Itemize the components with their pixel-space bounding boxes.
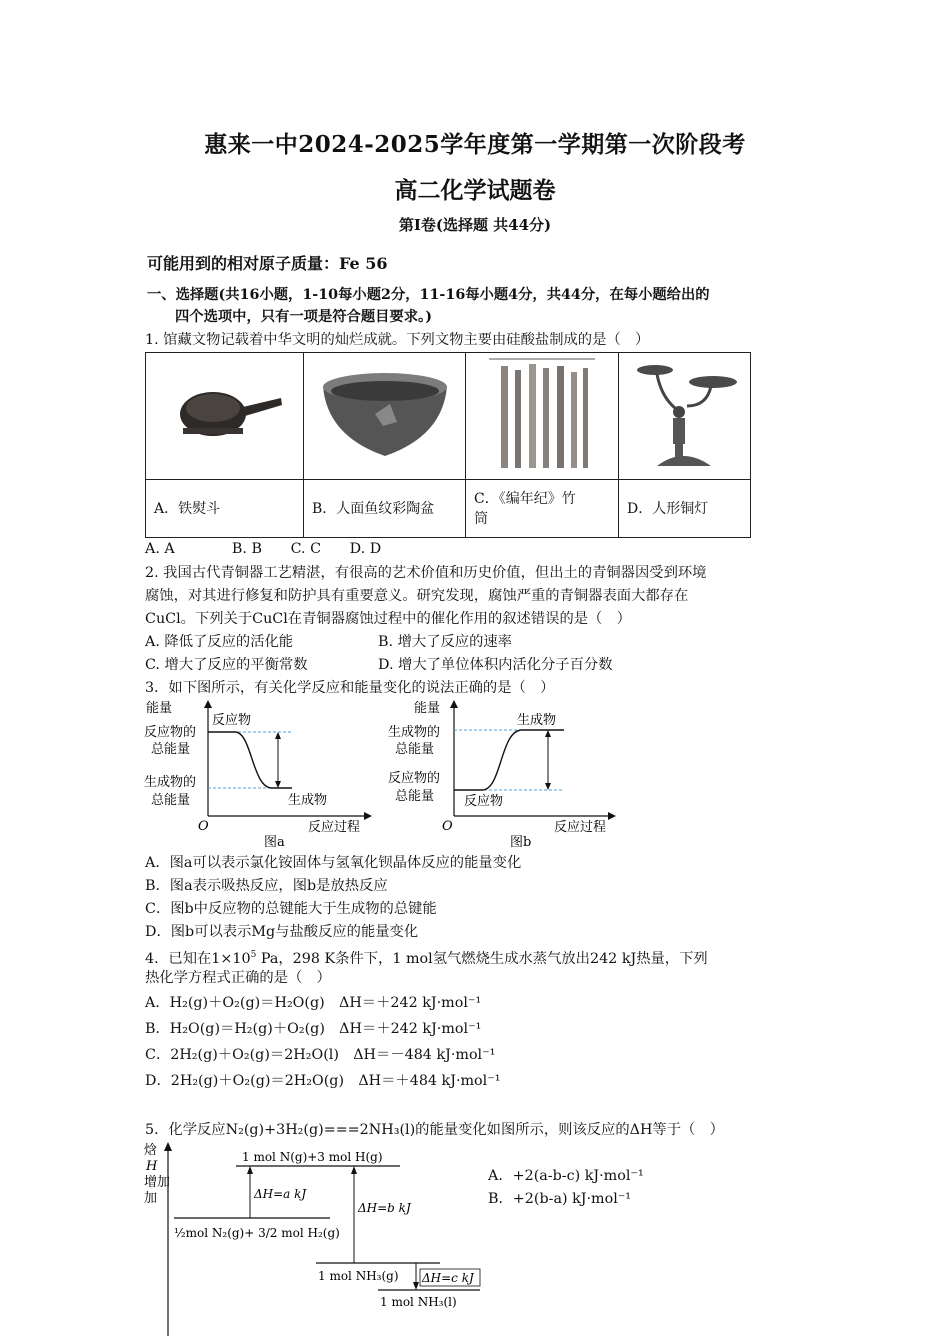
q3-figure-b: [384, 698, 624, 850]
q2-option-a: A. 降低了反应的活化能: [145, 634, 294, 650]
fig-b-reactant-label-1: 反应物的: [388, 771, 441, 786]
q4-option-a: A．H₂(g)＋O₂(g)＝H₂O(g) ΔH＝＋242 kJ·mol⁻¹: [145, 995, 482, 1011]
q5-option-b: B．+2(b-a) kJ·mol⁻¹: [488, 1191, 632, 1207]
q3-option-d: D．图b可以表示Mg与盐酸反应的能量变化: [145, 924, 419, 940]
q1-item-c-line1: C．《编年纪》竹: [474, 490, 576, 507]
q4-line-1: [145, 944, 708, 970]
atomic-mass-note: 可能用到的相对原子质量：Fe 56: [147, 254, 388, 273]
fig-b-curve-end: 生成物: [517, 713, 557, 728]
instructions-line-2: 四个选项中，只有一项是符合题目要求。): [175, 309, 432, 325]
q4-option-d: D．2H₂(g)＋O₂(g)＝2H₂O(g) ΔH＝＋484 kJ·mol⁻¹: [145, 1073, 501, 1089]
bronze-lamp-icon: [627, 356, 743, 472]
q4-line-1-a: 4．已知在1×10: [145, 950, 251, 967]
exam-subtitle: 高二化学试题卷: [394, 177, 556, 204]
q1-item-d: D．人形铜灯: [619, 480, 751, 538]
pottery-basin-image: [304, 353, 466, 480]
q2-line-1: 2. 我国古代青铜器工艺精湛，有很高的艺术价值和历史价值，但出土的青铜器因受到环境: [145, 565, 707, 581]
q4-option-c: C．2H₂(g)＋O₂(g)＝2H₂O(l) ΔH＝－484 kJ·mol⁻¹: [145, 1047, 496, 1063]
q5-dh-c: ΔH=c kJ: [422, 1271, 474, 1285]
q2-option-b: B. 增大了反应的速率: [378, 634, 512, 650]
fig-b-caption: 图b: [510, 835, 532, 850]
fig-b-curve-start: 反应物: [464, 794, 504, 809]
q1-options: A. A B. B C. C D. D: [145, 541, 382, 557]
section-heading: 第Ⅰ卷(选择题 共44分): [398, 216, 552, 234]
q2-line-2: 腐蚀，对其进行修复和防护具有重要意义。研究发现，腐蚀严重的青铜器表面大都存在: [145, 588, 689, 604]
q5-y-axis-4: 加: [144, 1191, 158, 1206]
q3-figure-a: [140, 698, 380, 850]
fig-a-reactant-label-1: 反应物的: [144, 725, 197, 740]
iron-iron-image: [146, 353, 304, 480]
q3-option-c: C．图b中反应物的总键能大于生成物的总键能: [145, 901, 437, 917]
q3-stem: 3．如下图所示，有关化学反应和能量变化的说法正确的是（ ）: [145, 680, 555, 696]
fig-a-curve-start: 反应物: [212, 713, 252, 728]
fig-b-origin: O: [442, 819, 453, 834]
q1-item-a: A．铁熨斗: [146, 480, 304, 538]
iron-pan-icon: [165, 374, 285, 454]
fig-a-product-label-1: 生成物的: [144, 775, 197, 790]
q5-option-a: A．+2(a-b-c) kJ·mol⁻¹: [488, 1168, 644, 1184]
bronze-lamp-image: [619, 353, 751, 480]
exam-title: 惠来一中2024-2025学年度第一学期第一次阶段考: [204, 131, 746, 158]
q5-y-axis-3: 增加: [144, 1175, 171, 1190]
q1-item-c: [466, 480, 619, 538]
q2-option-d: D. 增大了单位体积内活化分子百分数: [378, 657, 613, 673]
fig-a-reactant-label-2: 总能量: [151, 742, 191, 757]
bamboo-slips-image: [466, 353, 619, 480]
q1-artifact-table: [145, 352, 751, 538]
q5-bottom-level: 1 mol NH₃(l): [380, 1295, 457, 1309]
q5-y-axis-2: H: [146, 1159, 158, 1174]
q2-option-c: C. 增大了反应的平衡常数: [145, 657, 308, 673]
q5-dh-b: ΔH=b kJ: [358, 1201, 411, 1215]
q1-stem: 1. 馆藏文物记载着中华文明的灿烂成就。下列文物主要由硅酸盐制成的是（ ）: [145, 332, 650, 348]
q5-y-axis-1: 焓: [144, 1143, 158, 1158]
fig-a-caption: 图a: [264, 835, 285, 850]
q3-option-a: A．图a可以表示氯化铵固体与氢氧化钡晶体反应的能量变化: [145, 855, 522, 871]
fig-b-product-label-2: 总能量: [395, 742, 435, 757]
fig-a-origin: O: [198, 819, 209, 834]
fig-b-product-label-1: 生成物的: [388, 725, 441, 740]
q3-option-b: B．图a表示吸热反应，图b是放热反应: [145, 878, 388, 894]
q4-line-2: 热化学方程式正确的是（ ）: [145, 970, 331, 986]
q5-top-level: 1 mol N(g)+3 mol H(g): [242, 1150, 383, 1164]
q5-left-level: ½mol N₂(g)+ 3/2 mol H₂(g): [174, 1226, 340, 1240]
q4-line-1-sup: 5: [250, 950, 257, 960]
q1-item-c-line2: 筒: [474, 510, 488, 527]
instructions-line-1: 一、选择题(共16小题，1-10每小题2分，11-16每小题4分，共44分，在每小题给出的: [147, 287, 710, 303]
fig-a-y-axis: 能量: [146, 701, 173, 716]
fig-b-y-axis: 能量: [414, 701, 441, 716]
bamboo-slips-icon: [487, 356, 597, 472]
q2-line-3: CuCl。下列关于CuCl在青铜器腐蚀过程中的催化作用的叙述错误的是（ ）: [145, 611, 631, 627]
fig-a-x-axis: 反应过程: [308, 820, 361, 835]
q5-stem: 5．化学反应N₂(g)+3H₂(g)===2NH₃(l)的能量变化如图所示，则该反应的ΔH等于（ ）: [145, 1122, 724, 1138]
q5-dh-a: ΔH=a kJ: [254, 1187, 307, 1201]
q1-item-b: B．人面鱼纹彩陶盆: [304, 480, 466, 538]
pottery-bowl-icon: [315, 364, 455, 464]
fig-a-curve-end: 生成物: [288, 793, 328, 808]
q4-option-b: B．H₂O(g)＝H₂(g)＋O₂(g) ΔH＝＋242 kJ·mol⁻¹: [145, 1021, 482, 1037]
q5-mid-level: 1 mol NH₃(g): [318, 1269, 399, 1283]
fig-a-product-label-2: 总能量: [151, 793, 191, 808]
fig-b-x-axis: 反应过程: [554, 820, 607, 835]
q4-line-1-b: Pa，298 K条件下，1 mol氢气燃烧生成水蒸气放出242 kJ热量，下列: [256, 950, 708, 967]
fig-b-reactant-label-2: 总能量: [395, 789, 435, 804]
q5-energy-diagram: [140, 1140, 485, 1340]
